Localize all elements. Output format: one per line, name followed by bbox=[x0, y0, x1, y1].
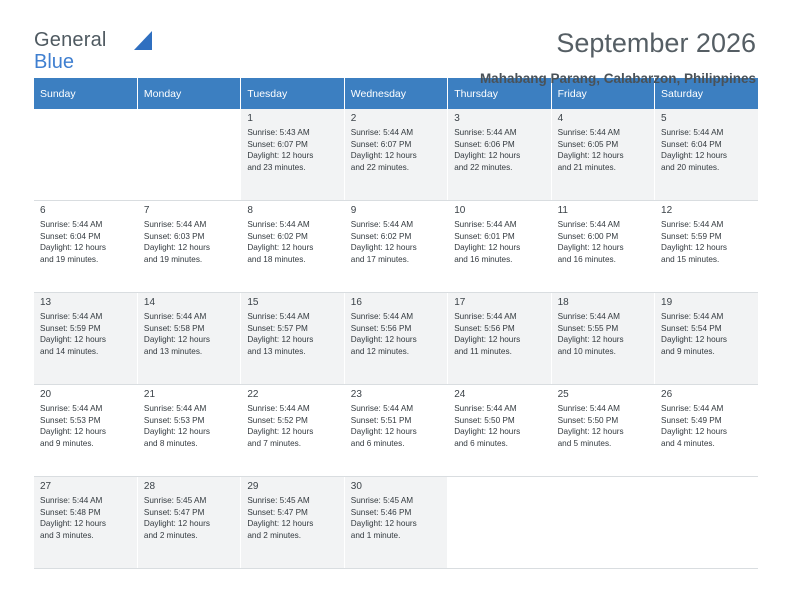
day-info-line: Sunset: 6:05 PM bbox=[557, 139, 619, 149]
weekday-header-sunday: Sunday bbox=[34, 78, 137, 109]
calendar-day-cell[interactable] bbox=[551, 293, 654, 385]
calendar-day-cell[interactable] bbox=[241, 477, 344, 569]
day-info-line: Sunset: 5:57 PM bbox=[247, 323, 308, 333]
day-info-line: Sunrise: 5:44 AM bbox=[661, 312, 724, 321]
day-info-line: Sunset: 6:04 PM bbox=[661, 139, 722, 149]
calendar-week-row bbox=[34, 293, 758, 385]
day-info-line: Sunrise: 5:44 AM bbox=[40, 496, 103, 505]
day-number: 4 bbox=[557, 113, 564, 124]
day-info-line: Daylight: 12 hours bbox=[661, 427, 728, 437]
day-info-line: Daylight: 12 hours bbox=[661, 151, 728, 161]
day-info-line: and 5 minutes. bbox=[557, 438, 612, 448]
page-subtitle: Mahabang Parang, Calabarzon, Philippines bbox=[479, 71, 756, 86]
day-info-line: Daylight: 12 hours bbox=[350, 427, 417, 437]
day-info-line: Daylight: 12 hours bbox=[454, 427, 521, 437]
day-info-line: Sunset: 5:51 PM bbox=[350, 415, 412, 425]
page-header bbox=[34, 0, 758, 86]
day-info-line: Daylight: 12 hours bbox=[40, 519, 106, 529]
day-info-line: Daylight: 12 hours bbox=[40, 243, 106, 253]
day-info-line: Daylight: 12 hours bbox=[661, 243, 728, 253]
day-info-line: and 16 minutes. bbox=[557, 254, 616, 264]
day-info-line: and 16 minutes. bbox=[454, 254, 513, 264]
day-number: 29 bbox=[247, 481, 259, 492]
day-info-line: and 14 minutes. bbox=[40, 346, 99, 356]
day-info-line: Sunrise: 5:44 AM bbox=[661, 128, 724, 137]
day-info-line: Sunrise: 5:44 AM bbox=[247, 312, 310, 321]
day-info-line: and 4 minutes. bbox=[661, 438, 715, 448]
day-info-line: Sunset: 5:58 PM bbox=[143, 323, 205, 333]
calendar-day-cell[interactable] bbox=[34, 385, 137, 477]
day-info-line: and 10 minutes. bbox=[557, 346, 616, 356]
day-info-line: Daylight: 12 hours bbox=[350, 243, 417, 253]
calendar-empty-cell bbox=[551, 477, 654, 569]
day-info-line: Daylight: 12 hours bbox=[350, 151, 417, 161]
generalblue-logo bbox=[34, 30, 164, 76]
day-info-line: Sunrise: 5:45 AM bbox=[247, 496, 310, 505]
logo-triangle-icon bbox=[134, 31, 152, 50]
day-info-line: Sunrise: 5:44 AM bbox=[143, 404, 207, 413]
day-info-line: and 19 minutes. bbox=[143, 254, 203, 264]
calendar-day-cell[interactable] bbox=[551, 385, 654, 477]
calendar-week-row bbox=[34, 477, 758, 569]
day-info-line: Daylight: 12 hours bbox=[557, 335, 624, 345]
calendar-day-cell[interactable] bbox=[344, 477, 447, 569]
calendar-day-cell[interactable] bbox=[241, 201, 344, 293]
day-number: 30 bbox=[350, 481, 362, 492]
weekday-header-saturday: Saturday bbox=[655, 78, 758, 109]
calendar-day-cell[interactable] bbox=[344, 385, 447, 477]
day-info-line: and 17 minutes. bbox=[350, 254, 410, 264]
logo-text-blue: Blue bbox=[34, 51, 75, 73]
day-number: 19 bbox=[661, 297, 673, 308]
day-info-line: and 11 minutes. bbox=[454, 346, 512, 356]
day-info-line: Sunrise: 5:43 AM bbox=[247, 128, 310, 137]
day-info-line: Sunrise: 5:44 AM bbox=[454, 220, 517, 229]
day-number: 10 bbox=[454, 205, 466, 216]
day-info-line: and 13 minutes. bbox=[143, 346, 203, 356]
day-info-line: and 2 minutes. bbox=[143, 530, 198, 540]
day-info-line: Sunset: 6:07 PM bbox=[247, 139, 308, 149]
day-info-line: Sunrise: 5:44 AM bbox=[454, 128, 517, 137]
day-info-line: Daylight: 12 hours bbox=[557, 427, 624, 437]
day-info-line: Daylight: 12 hours bbox=[143, 519, 210, 529]
day-info-line: and 2 minutes. bbox=[247, 530, 302, 540]
day-info-line: Daylight: 12 hours bbox=[247, 519, 314, 529]
day-info-line: Daylight: 12 hours bbox=[350, 519, 417, 529]
day-number: 18 bbox=[557, 297, 569, 308]
calendar-day-cell[interactable] bbox=[137, 293, 240, 385]
calendar-day-cell[interactable] bbox=[655, 293, 758, 385]
day-info-line: Daylight: 12 hours bbox=[350, 335, 417, 345]
calendar-week-row bbox=[34, 201, 758, 293]
day-info-line: Sunrise: 5:44 AM bbox=[557, 312, 620, 321]
day-info-line: Sunrise: 5:44 AM bbox=[454, 404, 517, 413]
calendar-day-cell[interactable] bbox=[655, 201, 758, 293]
day-info-line: and 22 minutes. bbox=[350, 162, 410, 172]
day-info-line: Sunrise: 5:44 AM bbox=[661, 220, 724, 229]
day-info-line: Daylight: 12 hours bbox=[557, 151, 624, 161]
day-info-line: Sunrise: 5:44 AM bbox=[557, 128, 620, 137]
day-info-line: Sunrise: 5:44 AM bbox=[350, 128, 414, 137]
day-number: 1 bbox=[247, 113, 253, 124]
day-number: 28 bbox=[143, 481, 156, 492]
day-info-line: Sunrise: 5:44 AM bbox=[661, 404, 724, 413]
day-info-line: Sunset: 5:53 PM bbox=[143, 415, 205, 425]
weekday-header-tuesday: Tuesday bbox=[241, 78, 344, 109]
day-info-line: Sunset: 6:02 PM bbox=[350, 231, 412, 241]
calendar-body bbox=[34, 109, 758, 569]
day-info-line: and 13 minutes. bbox=[247, 346, 306, 356]
calendar-day-cell[interactable] bbox=[137, 385, 240, 477]
calendar-day-cell[interactable] bbox=[137, 201, 240, 293]
day-info-line: Sunrise: 5:44 AM bbox=[350, 404, 414, 413]
day-info-line: Sunset: 5:59 PM bbox=[40, 323, 101, 333]
calendar-day-cell[interactable] bbox=[655, 385, 758, 477]
day-info-line: and 23 minutes. bbox=[247, 162, 306, 172]
day-info-line: Sunset: 5:47 PM bbox=[143, 507, 205, 517]
day-info-line: and 21 minutes. bbox=[557, 162, 616, 172]
day-number: 14 bbox=[143, 297, 156, 308]
calendar-day-cell[interactable] bbox=[34, 201, 137, 293]
day-info-line: Sunrise: 5:45 AM bbox=[350, 496, 414, 505]
day-info-line: and 6 minutes. bbox=[454, 438, 508, 448]
day-info-line: Daylight: 12 hours bbox=[143, 335, 210, 345]
day-number: 22 bbox=[247, 389, 259, 400]
day-number: 6 bbox=[40, 205, 46, 216]
day-info-line: Sunrise: 5:44 AM bbox=[247, 404, 310, 413]
day-info-line: Daylight: 12 hours bbox=[143, 427, 210, 437]
day-info-line: Sunrise: 5:44 AM bbox=[247, 220, 310, 229]
day-info-line: and 1 minute. bbox=[350, 530, 401, 540]
day-number: 11 bbox=[557, 205, 568, 216]
day-info-line: Sunset: 5:55 PM bbox=[557, 323, 619, 333]
calendar-day-cell[interactable] bbox=[241, 109, 344, 201]
day-info-line: Daylight: 12 hours bbox=[557, 243, 624, 253]
day-info-line: Sunset: 6:00 PM bbox=[557, 231, 619, 241]
day-number: 12 bbox=[661, 205, 673, 216]
calendar-day-cell[interactable] bbox=[551, 201, 654, 293]
calendar-day-cell[interactable] bbox=[241, 385, 344, 477]
day-info-line: Sunrise: 5:45 AM bbox=[143, 496, 207, 505]
day-info-line: and 20 minutes. bbox=[661, 162, 720, 172]
calendar-week-row bbox=[34, 385, 758, 477]
weekday-header-friday: Friday bbox=[551, 78, 654, 109]
day-info-line: Sunrise: 5:44 AM bbox=[454, 312, 517, 321]
day-info-line: and 6 minutes. bbox=[350, 438, 405, 448]
day-info-line: Sunset: 6:02 PM bbox=[247, 231, 308, 241]
day-info-line: Sunrise: 5:44 AM bbox=[557, 404, 620, 413]
calendar-day-cell[interactable] bbox=[344, 201, 447, 293]
day-info-line: and 18 minutes. bbox=[247, 254, 306, 264]
day-number: 3 bbox=[454, 113, 460, 124]
calendar-day-cell[interactable] bbox=[448, 201, 551, 293]
day-info-line: and 9 minutes. bbox=[40, 438, 94, 448]
day-number: 26 bbox=[661, 389, 673, 400]
day-info-line: Sunset: 5:52 PM bbox=[247, 415, 308, 425]
weekday-header-thursday: Thursday bbox=[448, 78, 551, 109]
day-info-line: Daylight: 12 hours bbox=[454, 151, 521, 161]
calendar-day-cell[interactable] bbox=[655, 109, 758, 201]
day-number: 16 bbox=[350, 297, 362, 308]
day-info-line: Daylight: 12 hours bbox=[143, 243, 210, 253]
day-info-line: Sunset: 5:56 PM bbox=[350, 323, 412, 333]
day-number: 17 bbox=[454, 297, 466, 308]
day-info-line: and 15 minutes. bbox=[661, 254, 720, 264]
day-info-line: Sunrise: 5:44 AM bbox=[40, 404, 103, 413]
day-info-line: Sunset: 6:01 PM bbox=[454, 231, 515, 241]
day-info-line: Sunset: 6:03 PM bbox=[143, 231, 205, 241]
day-info-line: Sunrise: 5:44 AM bbox=[557, 220, 620, 229]
calendar-empty-cell bbox=[137, 109, 240, 201]
day-number: 8 bbox=[247, 205, 253, 216]
day-number: 13 bbox=[40, 297, 52, 308]
day-info-line: Daylight: 12 hours bbox=[247, 243, 314, 253]
day-info-line: Daylight: 12 hours bbox=[454, 335, 521, 345]
day-info-line: Sunset: 5:56 PM bbox=[454, 323, 515, 333]
day-info-line: Sunset: 6:07 PM bbox=[350, 139, 412, 149]
day-info-line: Sunrise: 5:44 AM bbox=[143, 312, 207, 321]
day-info-line: Sunset: 5:53 PM bbox=[40, 415, 101, 425]
calendar-day-cell[interactable] bbox=[448, 293, 551, 385]
day-info-line: and 19 minutes. bbox=[40, 254, 99, 264]
day-number: 27 bbox=[40, 481, 52, 492]
calendar-day-cell[interactable] bbox=[241, 293, 344, 385]
calendar-day-cell[interactable] bbox=[551, 109, 654, 201]
calendar-day-cell[interactable] bbox=[137, 477, 240, 569]
logo-text-general: General bbox=[34, 29, 107, 51]
calendar-empty-cell bbox=[34, 109, 137, 201]
page-title: September 2026 bbox=[556, 28, 756, 58]
day-number: 20 bbox=[40, 389, 52, 400]
day-number: 2 bbox=[350, 113, 357, 124]
day-info-line: Sunset: 5:50 PM bbox=[557, 415, 619, 425]
calendar-day-cell[interactable] bbox=[448, 385, 551, 477]
day-info-line: and 12 minutes. bbox=[350, 346, 410, 356]
day-number: 9 bbox=[350, 205, 357, 216]
day-info-line: and 7 minutes. bbox=[247, 438, 302, 448]
day-info-line: Sunrise: 5:44 AM bbox=[40, 312, 103, 321]
day-info-line: Sunset: 6:06 PM bbox=[454, 139, 515, 149]
day-number: 7 bbox=[143, 205, 150, 216]
day-number: 24 bbox=[454, 389, 466, 400]
day-info-line: Sunset: 5:48 PM bbox=[40, 507, 101, 517]
day-info-line: and 22 minutes. bbox=[454, 162, 513, 172]
calendar-empty-cell bbox=[655, 477, 758, 569]
day-info-line: Daylight: 12 hours bbox=[40, 427, 106, 437]
day-info-line: Daylight: 12 hours bbox=[247, 427, 314, 437]
day-info-line: Daylight: 12 hours bbox=[454, 243, 521, 253]
month-calendar bbox=[34, 78, 758, 569]
day-number: 23 bbox=[350, 389, 362, 400]
day-info-line: Daylight: 12 hours bbox=[40, 335, 106, 345]
weekday-header-monday: Monday bbox=[137, 78, 240, 109]
day-info-line: and 3 minutes. bbox=[40, 530, 94, 540]
day-info-line: Sunrise: 5:44 AM bbox=[350, 220, 414, 229]
day-info-line: Sunset: 5:49 PM bbox=[661, 415, 722, 425]
day-info-line: Sunrise: 5:44 AM bbox=[143, 220, 207, 229]
day-info-line: Daylight: 12 hours bbox=[247, 335, 314, 345]
day-info-line: and 9 minutes. bbox=[661, 346, 715, 356]
day-info-line: Daylight: 12 hours bbox=[247, 151, 314, 161]
day-number: 15 bbox=[247, 297, 259, 308]
day-info-line: Sunset: 5:50 PM bbox=[454, 415, 515, 425]
calendar-day-cell[interactable] bbox=[344, 293, 447, 385]
day-info-line: Sunset: 5:46 PM bbox=[350, 507, 412, 517]
day-number: 5 bbox=[661, 113, 667, 124]
day-info-line: Sunset: 5:47 PM bbox=[247, 507, 308, 517]
calendar-week-row bbox=[34, 109, 758, 201]
calendar-day-cell[interactable] bbox=[34, 293, 137, 385]
day-number: 25 bbox=[557, 389, 569, 400]
weekday-header-wednesday: Wednesday bbox=[344, 78, 447, 109]
calendar-day-cell[interactable] bbox=[34, 477, 137, 569]
day-info-line: Daylight: 12 hours bbox=[661, 335, 728, 345]
calendar-day-cell[interactable] bbox=[344, 109, 447, 201]
day-info-line: Sunrise: 5:44 AM bbox=[40, 220, 103, 229]
day-info-line: and 8 minutes. bbox=[143, 438, 198, 448]
day-info-line: Sunset: 5:59 PM bbox=[661, 231, 722, 241]
day-info-line: Sunset: 6:04 PM bbox=[40, 231, 101, 241]
day-info-line: Sunrise: 5:44 AM bbox=[350, 312, 414, 321]
calendar-empty-cell bbox=[448, 477, 551, 569]
day-number: 21 bbox=[143, 389, 156, 400]
day-info-line: Sunset: 5:54 PM bbox=[661, 323, 722, 333]
calendar-day-cell[interactable] bbox=[448, 109, 551, 201]
